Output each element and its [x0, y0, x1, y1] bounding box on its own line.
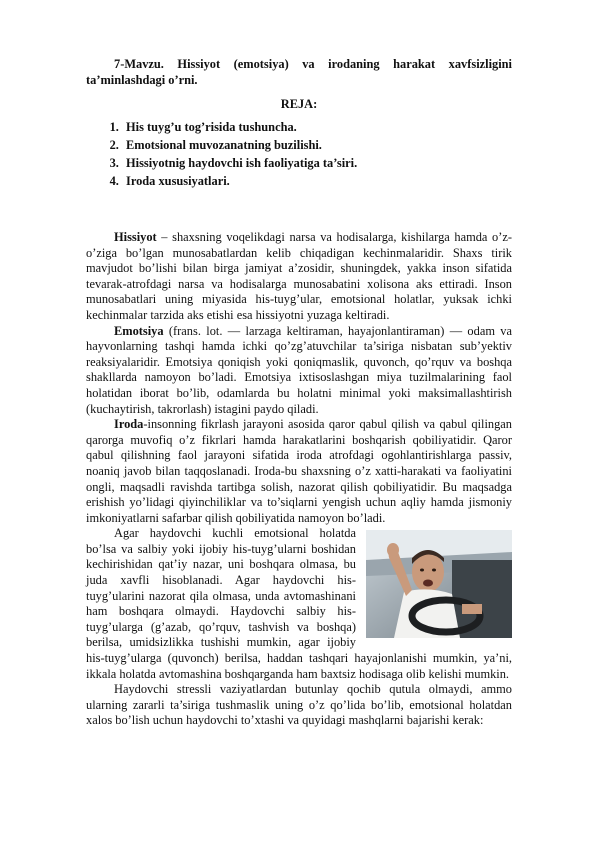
paragraph-driver-stress [86, 682, 512, 729]
lesson-heading: 7-Mavzu. Hissiyot (emotsiya) va irodaning harakat xavfsizligini ta’minlashdagi o’rni. [86, 57, 512, 87]
body-text [86, 230, 512, 729]
term-iroda: Iroda [114, 417, 144, 432]
document-page [86, 56, 512, 729]
paragraph-text: Agar haydovchi kuchli emotsional holatda bo’lsa va salbiy yoki ijobiy his-tuyg’ularni boshidan kechirishidan qat’iy nazar, uni boshqara olmasa, bu juda xavfli hisoblanadi. Agar haydovchi his-tuyg’ularini nazorat qila olmasa, unda avtomashinani ham boshqara olmaydi. Haydovchi salbiy his-tuyg’ularga (g’azab, qo’rquv, tashvish va boshqa) berilsa, umidsizlikka tushishi mumkin, agar ijobiy his-tuyg’ularga (quvonch) berilsa, haddan tashqari hayajonlanishi mumkin, ya’ni, ikkala holatda avtomashina boshqarganda ham baxtsiz hodisaga olib kelishi mumkin. [86, 526, 512, 681]
paragraph-text: Haydovchi stressli vaziyatlardan butunlay qochib qutula olmaydi, ammo ularning zararli ta’siriga tushmaslik uning o’z qo’lida bo’lib, emotsional holatdan xalos bo’lish uchun haydovchi to’xtashi va quyidagi mashqlarni bajarishi kerak: [86, 682, 512, 728]
term-emotsiya: Emotsiya [114, 323, 164, 338]
term-hissiyot: Hissiyot [114, 230, 157, 244]
paragraph-text: – shaxsning voqelikdagi narsa va hodisalarga, kishilarga hamda o’z-o’ziga bo’lgan munosabatlardan kelib chiqadigan kechinmalaridir. Shaxs tirik mavjudot bo’lishi bilan birga jamiyat a’zosidir, shuningdek, yakka inson sifatida tevarak-atrofdagi narsa va hodisalarga munosabatini xolisona aks ettiradi. Inson munosabatlari uning miyasida his-tuyg’ular, emotsional holatlar, yuksak ichki kechinmalar tarzida aks etishi esa hissiyotni yuzaga keltiradi. [86, 230, 512, 322]
plan-item: 3. Hissiyotnig haydovchi ish faoliyatiga ta’siri. [122, 154, 512, 172]
angry-driver-photo [366, 530, 512, 638]
paragraph-hissiyot [86, 230, 512, 324]
plan-item: 2. Emotsional muvozanatning buzilishi. [122, 136, 512, 154]
paragraph-emotsiya [86, 324, 512, 418]
paragraph-text: (frans. lot. — larzaga keltiraman, hayajonlantiraman) — odam va hayvonlarning tashqi hamda ichki qo’zg’atuvchilar ta’siriga nisbatan sub’yektiv reaksiyalaridir. Emotsiya qoniqish yoki qoniqmaslik, quvonch, qo’rquv va boshqa shakllarda namoyon bo’ladi. Emotsiya ixtisoslashgan miya tuzilmalarining faol holatidan iborat bo’lib, odamlarda bu holatni minimal yoki maksimallashtirish (kuchaytirish, takrorlash) istagini paydo qiladi. [86, 323, 512, 416]
plan-item: 4. Iroda xususiyatlari. [122, 172, 512, 190]
paragraph-text: -insonning fikrlash jarayoni asosida qaror qabul qilish va qabul qilingan qarorga muvofiq o’z fikrlari hamda harakatlarini boshqarish qobiliyatidir. Qaror qabul qilishning faol jarayoni sifatida iroda atrofdagi ogohlantirishlarga passiv, noaniq javob bilan taqqoslanadi. Iroda-bu shaxsning o’z xatti-harakati va faoliyatini ongli, maqsadli ravishda tartibga solish, nazorat qilish qobiliyatidir. Bu maqsadga erishish yo’lidagi qiyinchiliklar va to’siqlarni yengish uchun aqliy hamda jismoniy imkoniyatlarni safarbar qilish qobiliyatida namoyon bo’ladi. [86, 417, 512, 525]
plan-item: 1. His tuyg’u tog’risida tushuncha. [122, 118, 512, 136]
paragraph-iroda [86, 417, 512, 526]
plan-title: REJA: [280, 97, 318, 111]
plan-list [86, 118, 512, 190]
